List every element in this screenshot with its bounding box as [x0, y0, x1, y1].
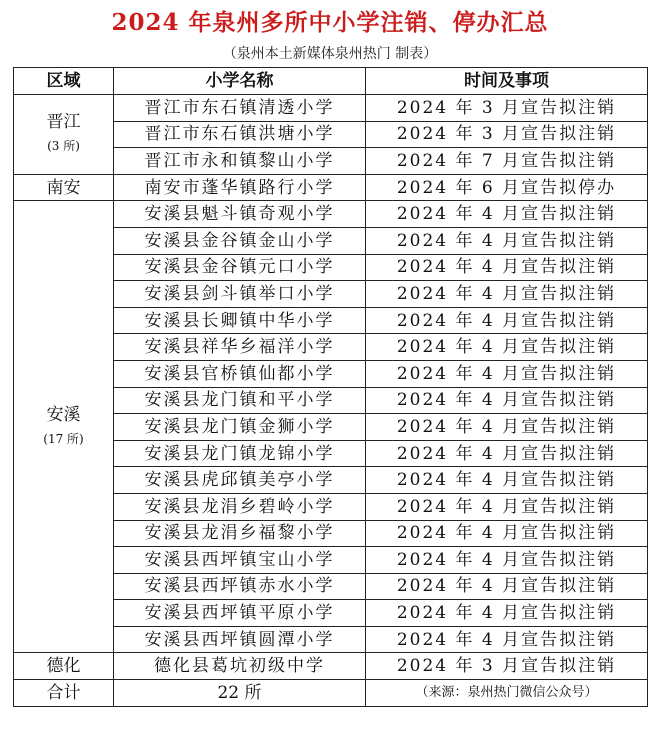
district-cell — [14, 174, 114, 201]
event-cell: 2024 年 4 月宣告拟注销 — [366, 334, 648, 361]
event-cell: 2024 年 4 月宣告拟注销 — [366, 600, 648, 627]
event-cell: 2024 年 4 月宣告拟注销 — [366, 307, 648, 334]
school-name-cell: 安溪县西坪镇宝山小学 — [114, 547, 366, 574]
page-subtitle: （泉州本土新媒体泉州热门 制表） — [222, 46, 438, 62]
table-body — [14, 95, 648, 680]
school-name-cell: 安溪县金谷镇金山小学 — [114, 227, 366, 254]
event-cell: 2024 年 4 月宣告拟注销 — [366, 493, 648, 520]
event-cell: 2024 年 3 月宣告拟注销 — [366, 121, 648, 148]
event-cell: 2024 年 4 月宣告拟注销 — [366, 547, 648, 574]
school-name-cell: 晋江市东石镇洪塘小学 — [114, 121, 366, 148]
event-cell: 2024 年 3 月宣告拟注销 — [366, 653, 648, 680]
header-district: 区域 — [14, 68, 114, 95]
total-row — [14, 680, 648, 707]
school-name-cell: 安溪县金谷镇元口小学 — [114, 254, 366, 281]
district-cell — [14, 95, 114, 175]
header-event: 时间及事项 — [366, 68, 648, 95]
header-school: 小学名称 — [114, 68, 366, 95]
school-name-cell: 晋江市永和镇黎山小学 — [114, 148, 366, 175]
school-name-cell: 安溪县龙涓乡碧岭小学 — [114, 493, 366, 520]
school-name-cell: 安溪县龙涓乡福黎小学 — [114, 520, 366, 547]
event-cell: 2024 年 4 月宣告拟注销 — [366, 626, 648, 653]
event-cell: 2024 年 4 月宣告拟注销 — [366, 201, 648, 228]
source-note: （来源：泉州热门微信公众号） — [366, 680, 648, 707]
district-cell — [14, 653, 114, 680]
table-row — [14, 174, 648, 201]
school-name-cell: 安溪县长卿镇中华小学 — [114, 307, 366, 334]
school-name-cell: 安溪县西坪镇赤水小学 — [114, 573, 366, 600]
school-name-cell: 安溪县龙门镇和平小学 — [114, 387, 366, 414]
school-name-cell: 南安市蓬华镇路行小学 — [114, 174, 366, 201]
event-cell: 2024 年 3 月宣告拟注销 — [366, 95, 648, 122]
school-name-cell: 安溪县官桥镇仙都小学 — [114, 360, 366, 387]
district-name: 德化 — [46, 656, 81, 677]
table-row — [14, 201, 648, 228]
schools-table — [13, 67, 648, 707]
event-cell: 2024 年 4 月宣告拟注销 — [366, 387, 648, 414]
page-title: 2024 年泉州多所中小学注销、停办汇总 — [111, 9, 549, 36]
school-name-cell: 安溪县龙门镇金狮小学 — [114, 414, 366, 441]
event-cell: 2024 年 4 月宣告拟注销 — [366, 227, 648, 254]
school-name-cell: 晋江市东石镇清透小学 — [114, 95, 366, 122]
table-row — [14, 95, 648, 122]
event-cell: 2024 年 4 月宣告拟注销 — [366, 360, 648, 387]
event-cell: 2024 年 4 月宣告拟注销 — [366, 281, 648, 308]
district-cell — [14, 201, 114, 653]
event-cell: 2024 年 6 月宣告拟停办 — [366, 174, 648, 201]
district-count: (3 所) — [47, 139, 80, 154]
event-cell: 2024 年 4 月宣告拟注销 — [366, 254, 648, 281]
district-name: 安溪 — [46, 404, 81, 425]
school-name-cell: 安溪县西坪镇圆潭小学 — [114, 626, 366, 653]
district-count: (17 所) — [43, 431, 84, 446]
total-label: 合计 — [14, 680, 114, 707]
event-cell: 2024 年 4 月宣告拟注销 — [366, 414, 648, 441]
event-cell: 2024 年 4 月宣告拟注销 — [366, 440, 648, 467]
school-name-cell: 安溪县祥华乡福洋小学 — [114, 334, 366, 361]
table-header-row — [14, 68, 648, 95]
school-name-cell: 安溪县魁斗镇奇观小学 — [114, 201, 366, 228]
event-cell: 2024 年 7 月宣告拟注销 — [366, 148, 648, 175]
table-row — [14, 653, 648, 680]
total-value: 22 所 — [114, 680, 366, 707]
school-name-cell: 安溪县虎邱镇美亭小学 — [114, 467, 366, 494]
school-name-cell: 安溪县西坪镇平原小学 — [114, 600, 366, 627]
event-cell: 2024 年 4 月宣告拟注销 — [366, 573, 648, 600]
district-name: 南安 — [46, 177, 81, 198]
school-name-cell: 安溪县剑斗镇举口小学 — [114, 281, 366, 308]
school-name-cell: 安溪县龙门镇龙锦小学 — [114, 440, 366, 467]
event-cell: 2024 年 4 月宣告拟注销 — [366, 467, 648, 494]
event-cell: 2024 年 4 月宣告拟注销 — [366, 520, 648, 547]
district-name: 晋江 — [46, 112, 81, 133]
school-name-cell: 德化县葛坑初级中学 — [114, 653, 366, 680]
